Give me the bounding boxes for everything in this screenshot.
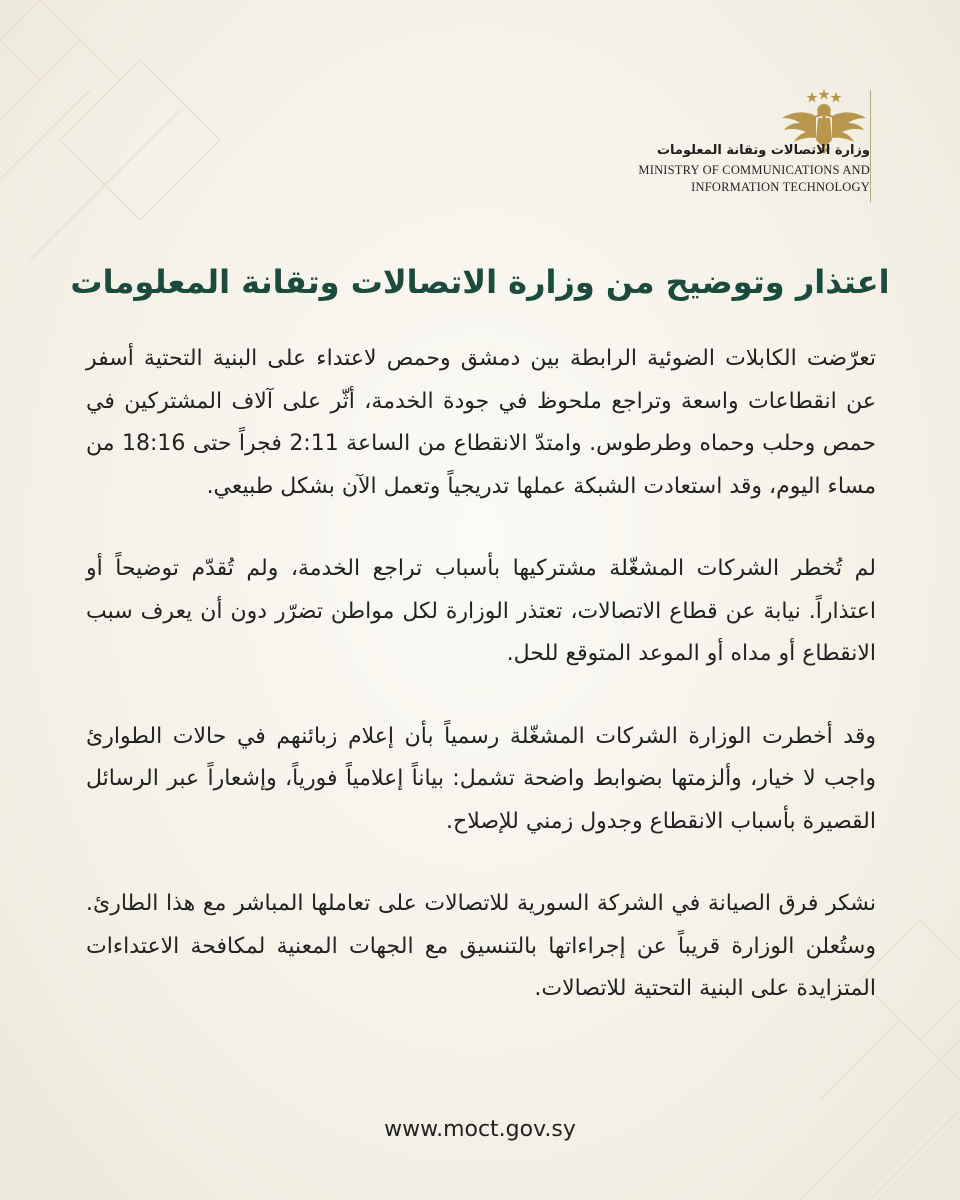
website-url: www.moct.gov.sy bbox=[384, 1117, 576, 1142]
paragraph-4: نشكر فرق الصيانة في الشركة السورية للاتصالات على تعاملها المباشر مع هذا الطارئ. وستُعلن الوزارة قريباً عن إجراءاتها بالتنسيق مع الجهات المعنية لمكافحة الاعتداءات المتزايدة على البنية التحتية للاتصالات. bbox=[86, 891, 876, 1001]
paragraph-2: لم تُخطر الشركات المشغّلة مشتركيها بأسباب تراجع الخدمة، ولم تُقدّم توضيحاً أو اعتذاراً. نيابة عن قطاع الاتصالات، تعتذر الوزارة لكل مواطن تضرّر دون أن يعرف سبب الانقطاع أو مداه أو الموعد المتوقع للحل. bbox=[86, 556, 876, 666]
ministry-header bbox=[540, 88, 870, 208]
page-title: اعتذار وتوضيح من وزارة الاتصالات وتقانة المعلومات bbox=[70, 263, 890, 301]
header-divider bbox=[870, 90, 871, 202]
ministry-name-english-line2: INFORMATION TECHNOLOGY bbox=[691, 180, 870, 194]
ministry-name-arabic: وزارة الاتصالات وتقانة المعلومات bbox=[656, 143, 870, 158]
ministry-name-english-line1: MINISTRY OF COMMUNICATIONS AND bbox=[638, 163, 870, 177]
paragraph-3: وقد أخطرت الوزارة الشركات المشغّلة رسمياً بأن إعلام زبائنهم في حالات الطوارئ واجب لا خيار، وألزمتها بضوابط واضحة تشمل: بياناً إعلامياً فورياً، وإشعاراً عبر الرسائل القصيرة بأسباب الانقطاع وجدول زمني للإصلاح. bbox=[86, 723, 876, 834]
paragraph-1: تعرّضت الكابلات الضوئية الرابطة بين دمشق وحمص لاعتداء على البنية التحتية أسفر عن انقطاعات واسعة وتراجع ملحوظ في جودة الخدمة، أثّر على آلاف المشتركين في حمص وحلب وحماه وطرطوس. وامتدّ الانقطاع من الساعة 2:11 فجراً حتى 18:16 من مساء اليوم، وقد استعادت الشبكة عملها تدريجياً وتعمل الآن بشكل طبيعي. bbox=[86, 346, 876, 499]
announcement-body bbox=[86, 338, 876, 1051]
